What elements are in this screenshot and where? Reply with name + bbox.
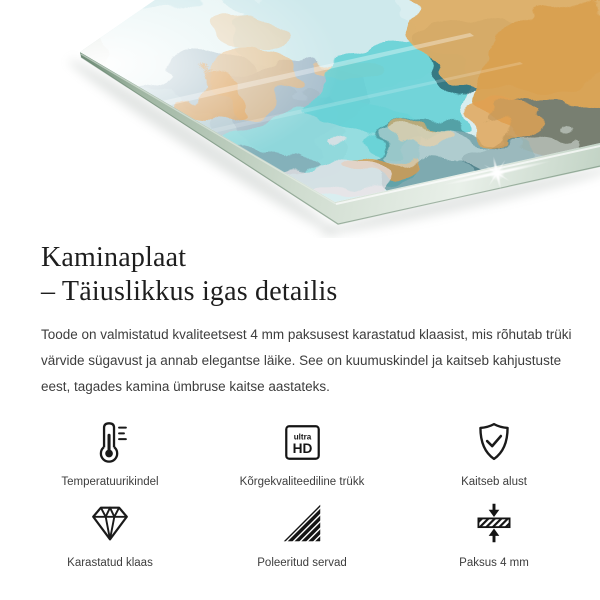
product-description: Toode on valmistatud kvaliteetsest 4 mm paksusest karastatud klaasist, mis rõhutab trüki värvide sügavust ja annab elegantse läike. See on kuumuskindel ja kaitseb kahjustuste eest, tagades kamina ümbruse kaitse aastateks.: [41, 327, 572, 394]
feature-temperature-resistant: [14, 417, 206, 488]
page-title-line1: Kaminaplaat: [41, 242, 187, 273]
feature-label: Karastatud klaas: [67, 557, 153, 569]
svg-text:HD: HD: [292, 440, 312, 456]
page-title-line2: – Täiuslikkus igas detailis: [41, 276, 338, 307]
feature-polished-edges: [206, 498, 398, 569]
feature-label: Poleeritud servad: [257, 557, 347, 569]
ultra-hd-icon: [282, 417, 323, 467]
feature-label: Temperatuurikindel: [61, 476, 159, 488]
feature-ultra-hd-print: [206, 417, 398, 488]
feature-thickness-4mm: [398, 498, 590, 569]
product-photo: [0, 0, 600, 238]
polished-edges-icon: [280, 498, 324, 548]
page-title: [41, 241, 576, 309]
feature-label: Paksus 4 mm: [459, 557, 529, 569]
feature-protects-base: [398, 417, 590, 488]
diamond-icon: [87, 498, 133, 548]
feature-label: Kaitseb alust: [461, 476, 527, 488]
thermometer-icon: [87, 417, 133, 467]
shield-check-icon: [472, 417, 516, 467]
content-section: [0, 241, 600, 569]
press-thickness-icon: [472, 498, 516, 548]
svg-text:ultra: ultra: [293, 432, 311, 442]
feature-label: Kõrgekvaliteediline trükk: [239, 476, 365, 488]
feature-tempered-glass: [14, 498, 206, 569]
features-grid: [14, 417, 590, 569]
